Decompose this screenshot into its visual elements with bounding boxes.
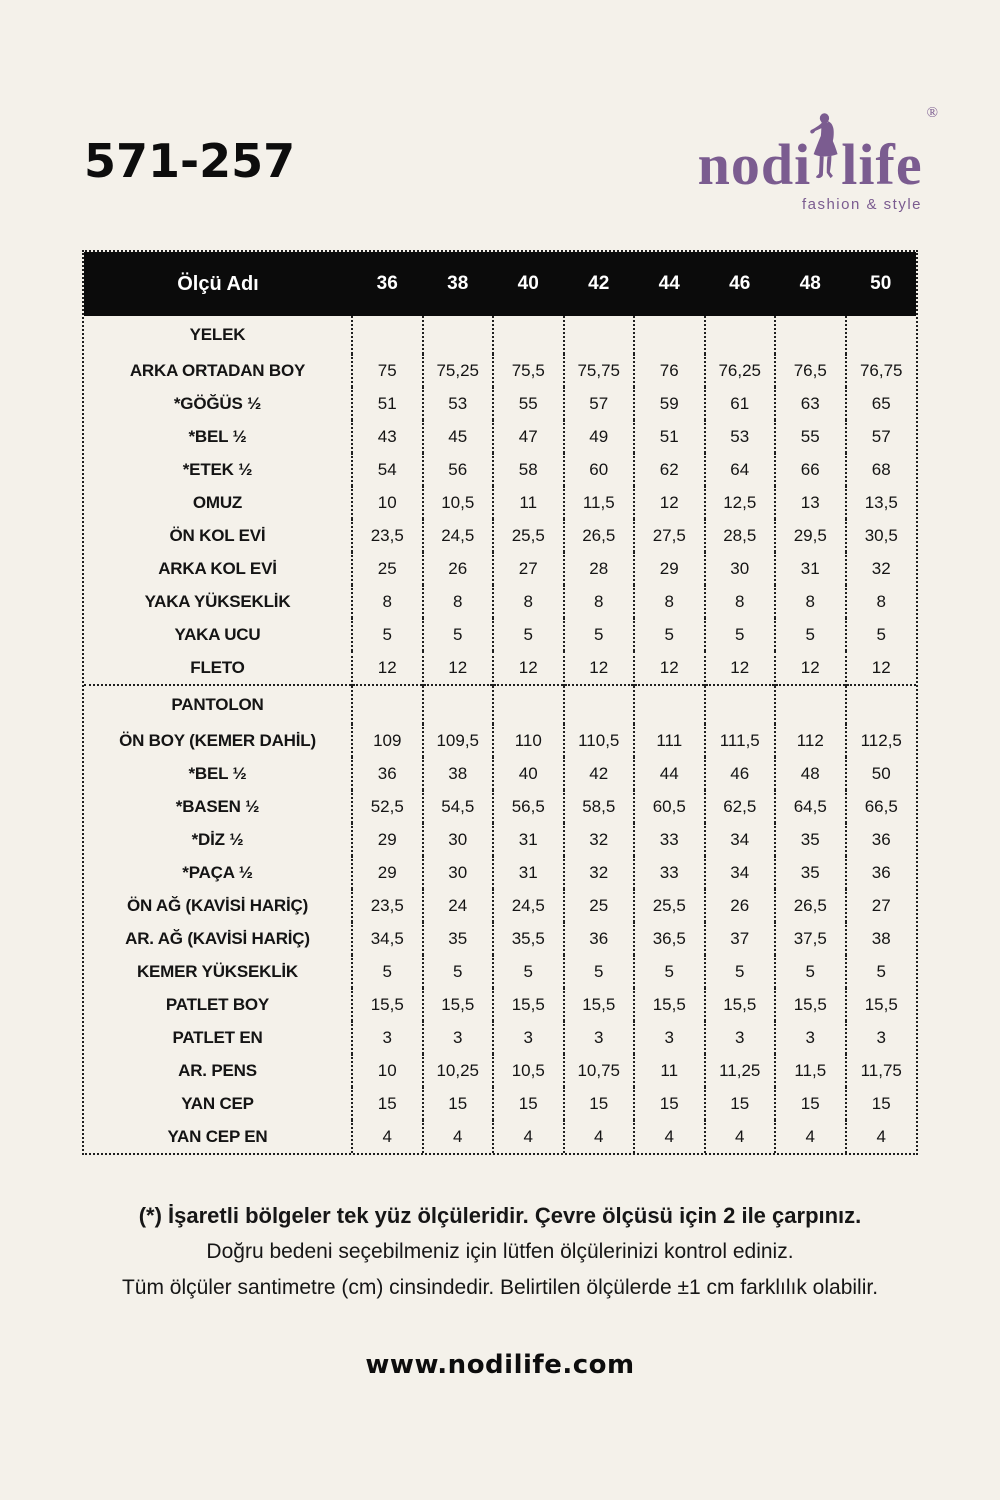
measure-value: 29 [352,823,423,856]
measure-value: 36 [846,856,917,889]
measure-value: 75,25 [423,354,494,387]
measure-value: 28 [564,552,635,585]
measure-value: 34 [705,856,776,889]
logo-wordmark [697,105,938,197]
measure-value: 62,5 [705,790,776,823]
measure-value: 26,5 [564,519,635,552]
measure-value: 76 [634,354,705,387]
measure-value: 4 [493,1120,564,1153]
measure-value: 15,5 [705,988,776,1021]
measure-row [84,1120,916,1153]
section-title: PANTOLON [84,685,352,724]
measure-value: 5 [634,618,705,651]
measure-value: 15 [423,1087,494,1120]
measure-value: 15 [352,1087,423,1120]
measure-value: 3 [352,1021,423,1054]
measure-value: 8 [775,585,846,618]
logo-tagline: fashion & style [801,196,922,213]
size-table [82,250,918,1155]
section-title-row [84,685,916,724]
measure-value: 11,25 [705,1054,776,1087]
size-header: 42 [564,252,635,316]
measure-value: 5 [352,618,423,651]
measure-value: 15,5 [846,988,917,1021]
measure-value: 23,5 [352,519,423,552]
measure-row [84,1021,916,1054]
measure-value: 57 [564,387,635,420]
measure-value: 3 [423,1021,494,1054]
measure-value: 4 [846,1120,917,1153]
measure-value: 4 [352,1120,423,1153]
size-table-header [84,252,916,316]
logo-text-life: life [841,132,923,197]
empty-cell [423,685,494,724]
measure-value: 62 [634,453,705,486]
measure-value: 12 [352,651,423,685]
measure-value: 11 [634,1054,705,1087]
measure-value: 66 [775,453,846,486]
measure-value: 57 [846,420,917,453]
size-header: 50 [846,252,917,316]
measure-value: 5 [846,955,917,988]
note-asterisk: (*) İşaretli bölgeler tek yüz ölçüleridir. Çevre ölçüsü için 2 ile çarpınız. [138,1203,862,1228]
measure-value: 26 [423,552,494,585]
measure-label: YAKA UCU [174,624,261,644]
measure-row [84,988,916,1021]
measure-value: 54 [352,453,423,486]
measure-value: 29 [634,552,705,585]
empty-cell [846,316,917,354]
size-header: 40 [493,252,564,316]
measure-name-header: Ölçü Adı [84,252,352,316]
measure-value: 45 [423,420,494,453]
size-header: 48 [775,252,846,316]
measure-value: 40 [493,757,564,790]
measure-value: 4 [423,1120,494,1153]
logo-text-nodi: nodi [697,132,812,197]
measure-value: 3 [634,1021,705,1054]
measure-value: 76,25 [705,354,776,387]
empty-cell [352,685,423,724]
size-header: 44 [634,252,705,316]
measure-value: 5 [705,618,776,651]
measure-value: 30 [423,823,494,856]
measure-row [84,519,916,552]
measure-value: 12 [705,651,776,685]
measure-value: 109 [352,724,423,757]
measure-value: 61 [705,387,776,420]
size-table-grid [84,252,916,1153]
measure-value: 30 [705,552,776,585]
measure-value: 36 [564,922,635,955]
empty-cell [775,685,846,724]
measure-value: 12 [634,486,705,519]
measure-label: KEMER YÜKSEKLİK [136,961,299,981]
empty-cell [564,685,635,724]
measure-value: 8 [493,585,564,618]
measure-value: 8 [634,585,705,618]
measure-value: 11 [493,486,564,519]
measure-value: 10,25 [423,1054,494,1087]
measure-value: 27 [846,889,917,922]
measure-row [84,856,916,889]
measure-value: 15,5 [493,988,564,1021]
measure-value: 35,5 [493,922,564,955]
measure-value: 3 [705,1021,776,1054]
measure-value: 15,5 [564,988,635,1021]
woman-silhouette-icon [809,112,843,184]
measure-value: 10,5 [423,486,494,519]
measure-row [84,823,916,856]
measure-row [84,1087,916,1120]
measurement-notes [0,1198,1000,1306]
measure-value: 8 [564,585,635,618]
size-header: 38 [423,252,494,316]
measure-value: 75 [352,354,423,387]
measure-value: 10,75 [564,1054,635,1087]
measure-label: *ETEK ½ [182,459,253,479]
measure-value: 12 [423,651,494,685]
measure-value: 47 [493,420,564,453]
measure-value: 110 [493,724,564,757]
measure-value: 12 [493,651,564,685]
measure-value: 15,5 [423,988,494,1021]
measure-value: 10,5 [493,1054,564,1087]
measure-value: 4 [705,1120,776,1153]
measure-value: 5 [775,955,846,988]
empty-cell [493,316,564,354]
empty-cell [423,316,494,354]
measure-value: 36,5 [634,922,705,955]
measure-value: 37,5 [775,922,846,955]
measure-value: 37 [705,922,776,955]
section-title-row [84,316,916,354]
measure-value: 12 [846,651,917,685]
measure-label: *DİZ ½ [191,829,244,849]
empty-cell [564,316,635,354]
empty-cell [846,685,917,724]
measure-value: 8 [352,585,423,618]
measure-value: 3 [564,1021,635,1054]
measure-value: 31 [493,856,564,889]
measure-value: 33 [634,856,705,889]
measure-value: 49 [564,420,635,453]
note-check-measurements: Doğru bedeni seçebilmeniz için lütfen ölçülerinizi kontrol ediniz. [206,1240,794,1263]
measure-value: 4 [634,1120,705,1153]
measure-value: 31 [493,823,564,856]
measure-value: 12 [564,651,635,685]
measure-value: 5 [493,618,564,651]
measure-value: 36 [846,823,917,856]
measure-value: 23,5 [352,889,423,922]
measure-value: 35 [775,823,846,856]
measure-value: 15,5 [352,988,423,1021]
measure-value: 5 [423,955,494,988]
measure-value: 30 [423,856,494,889]
measure-label: ARKA ORTADAN BOY [129,360,306,380]
measure-row [84,651,916,685]
measure-value: 60 [564,453,635,486]
measure-value: 112,5 [846,724,917,757]
measure-value: 32 [564,823,635,856]
measure-value: 110,5 [564,724,635,757]
measure-value: 25,5 [634,889,705,922]
measure-value: 75,5 [493,354,564,387]
measure-value: 15 [564,1087,635,1120]
measure-row [84,486,916,519]
measure-value: 5 [423,618,494,651]
measure-value: 56,5 [493,790,564,823]
measure-value: 34,5 [352,922,423,955]
measure-row [84,585,916,618]
measure-value: 111,5 [705,724,776,757]
measure-value: 25 [564,889,635,922]
measure-label: *BASEN ½ [175,796,260,816]
measure-value: 15 [705,1087,776,1120]
measure-label: ÖN AĞ (KAVİSİ HARİÇ) [126,895,309,915]
measure-value: 55 [493,387,564,420]
empty-cell [705,316,776,354]
measure-value: 13 [775,486,846,519]
measure-value: 109,5 [423,724,494,757]
measure-value: 11,5 [564,486,635,519]
note-cm-tolerance: Tüm ölçüler santimetre (cm) cinsindedir. Belirtilen ölçülerde ±1 cm farklılık olabilir. [121,1276,879,1299]
measure-value: 29,5 [775,519,846,552]
measure-value: 52,5 [352,790,423,823]
measure-value: 24 [423,889,494,922]
measure-value: 5 [564,618,635,651]
measure-label: PATLET EN [172,1027,263,1047]
measure-row [84,724,916,757]
measure-value: 56 [423,453,494,486]
measure-value: 10 [352,1054,423,1087]
measure-row [84,552,916,585]
measure-row [84,889,916,922]
measure-value: 3 [775,1021,846,1054]
measure-value: 5 [634,955,705,988]
measure-value: 30,5 [846,519,917,552]
measure-value: 65 [846,387,917,420]
measure-value: 3 [846,1021,917,1054]
measure-value: 12 [634,651,705,685]
measure-label: *GÖĞÜS ½ [173,393,262,413]
measure-value: 8 [846,585,917,618]
measure-value: 51 [352,387,423,420]
measure-value: 12 [775,651,846,685]
measure-value: 26 [705,889,776,922]
measure-value: 24,5 [493,889,564,922]
measure-value: 63 [775,387,846,420]
measure-label: AR. AĞ (KAVİSİ HARİÇ) [125,928,310,948]
empty-cell [775,316,846,354]
measure-value: 112 [775,724,846,757]
measure-value: 31 [775,552,846,585]
measure-value: 8 [705,585,776,618]
size-header-row [84,252,916,316]
empty-cell [634,316,705,354]
measure-value: 10 [352,486,423,519]
measure-value: 11,75 [846,1054,917,1087]
measure-value: 53 [423,387,494,420]
empty-cell [352,316,423,354]
measure-value: 50 [846,757,917,790]
measure-label: YAKA YÜKSEKLİK [144,591,291,611]
measure-value: 4 [775,1120,846,1153]
empty-cell [493,685,564,724]
measure-value: 76,5 [775,354,846,387]
measure-label: FLETO [190,657,245,677]
measure-value: 35 [775,856,846,889]
empty-cell [634,685,705,724]
measure-value: 5 [775,618,846,651]
measure-label: AR. PENS [178,1060,257,1080]
measure-value: 51 [634,420,705,453]
measure-value: 54,5 [423,790,494,823]
measure-label: YAN CEP [181,1093,254,1113]
measure-value: 58,5 [564,790,635,823]
measure-value: 43 [352,420,423,453]
measure-value: 60,5 [634,790,705,823]
measure-value: 38 [846,922,917,955]
measure-label: *BEL ½ [188,426,247,446]
website-url: www.nodilife.com [365,1350,635,1380]
measure-value: 32 [846,552,917,585]
measure-row [84,618,916,651]
measure-value: 25 [352,552,423,585]
measure-value: 36 [352,757,423,790]
measure-label: PATLET BOY [165,994,270,1014]
measure-value: 59 [634,387,705,420]
measure-value: 38 [423,757,494,790]
measure-row [84,757,916,790]
measure-row [84,955,916,988]
measure-value: 24,5 [423,519,494,552]
empty-cell [705,685,776,724]
measure-value: 5 [564,955,635,988]
size-table-body [84,316,916,1153]
measure-value: 15 [846,1087,917,1120]
measure-row [84,453,916,486]
measure-value: 28,5 [705,519,776,552]
measure-value: 11,5 [775,1054,846,1087]
measure-value: 64 [705,453,776,486]
measure-value: 15,5 [775,988,846,1021]
measure-value: 5 [493,955,564,988]
measure-value: 111 [634,724,705,757]
measure-label: ARKA KOL EVİ [158,558,277,578]
measure-value: 42 [564,757,635,790]
measure-value: 33 [634,823,705,856]
measure-value: 27 [493,552,564,585]
measure-value: 75,75 [564,354,635,387]
measure-value: 46 [705,757,776,790]
measure-value: 4 [564,1120,635,1153]
measure-value: 15 [775,1087,846,1120]
measure-value: 35 [423,922,494,955]
measure-row [84,790,916,823]
measure-value: 27,5 [634,519,705,552]
measure-row [84,420,916,453]
section-title: YELEK [189,325,246,344]
measure-label: *BEL ½ [188,763,247,783]
measure-value: 34 [705,823,776,856]
measure-label: ÖN KOL EVİ [169,525,266,545]
measure-row [84,354,916,387]
measure-value: 44 [634,757,705,790]
measure-label: YAN CEP EN [167,1126,268,1146]
measure-value: 68 [846,453,917,486]
measure-value: 66,5 [846,790,917,823]
registered-trademark: ® [926,105,938,121]
measure-value: 25,5 [493,519,564,552]
measure-value: 12,5 [705,486,776,519]
measure-value: 13,5 [846,486,917,519]
measure-label: OMUZ [192,492,243,512]
measure-row [84,387,916,420]
measure-value: 3 [493,1021,564,1054]
measure-value: 58 [493,453,564,486]
size-header: 36 [352,252,423,316]
measure-value: 15,5 [634,988,705,1021]
measure-row [84,922,916,955]
measure-value: 29 [352,856,423,889]
measure-value: 55 [775,420,846,453]
brand-logo [697,105,938,213]
measure-value: 76,75 [846,354,917,387]
measure-value: 8 [423,585,494,618]
measure-value: 48 [775,757,846,790]
measure-label: *PAÇA ½ [182,862,253,882]
measure-value: 15 [493,1087,564,1120]
measure-row [84,1054,916,1087]
measure-value: 53 [705,420,776,453]
product-code: 571-257 [84,134,296,188]
measure-value: 64,5 [775,790,846,823]
measure-value: 32 [564,856,635,889]
measure-value: 26,5 [775,889,846,922]
measure-value: 5 [352,955,423,988]
measure-value: 5 [705,955,776,988]
measure-value: 5 [846,618,917,651]
measure-label: ÖN BOY (KEMER DAHİL) [119,730,316,750]
size-header: 46 [705,252,776,316]
measure-value: 15 [634,1087,705,1120]
